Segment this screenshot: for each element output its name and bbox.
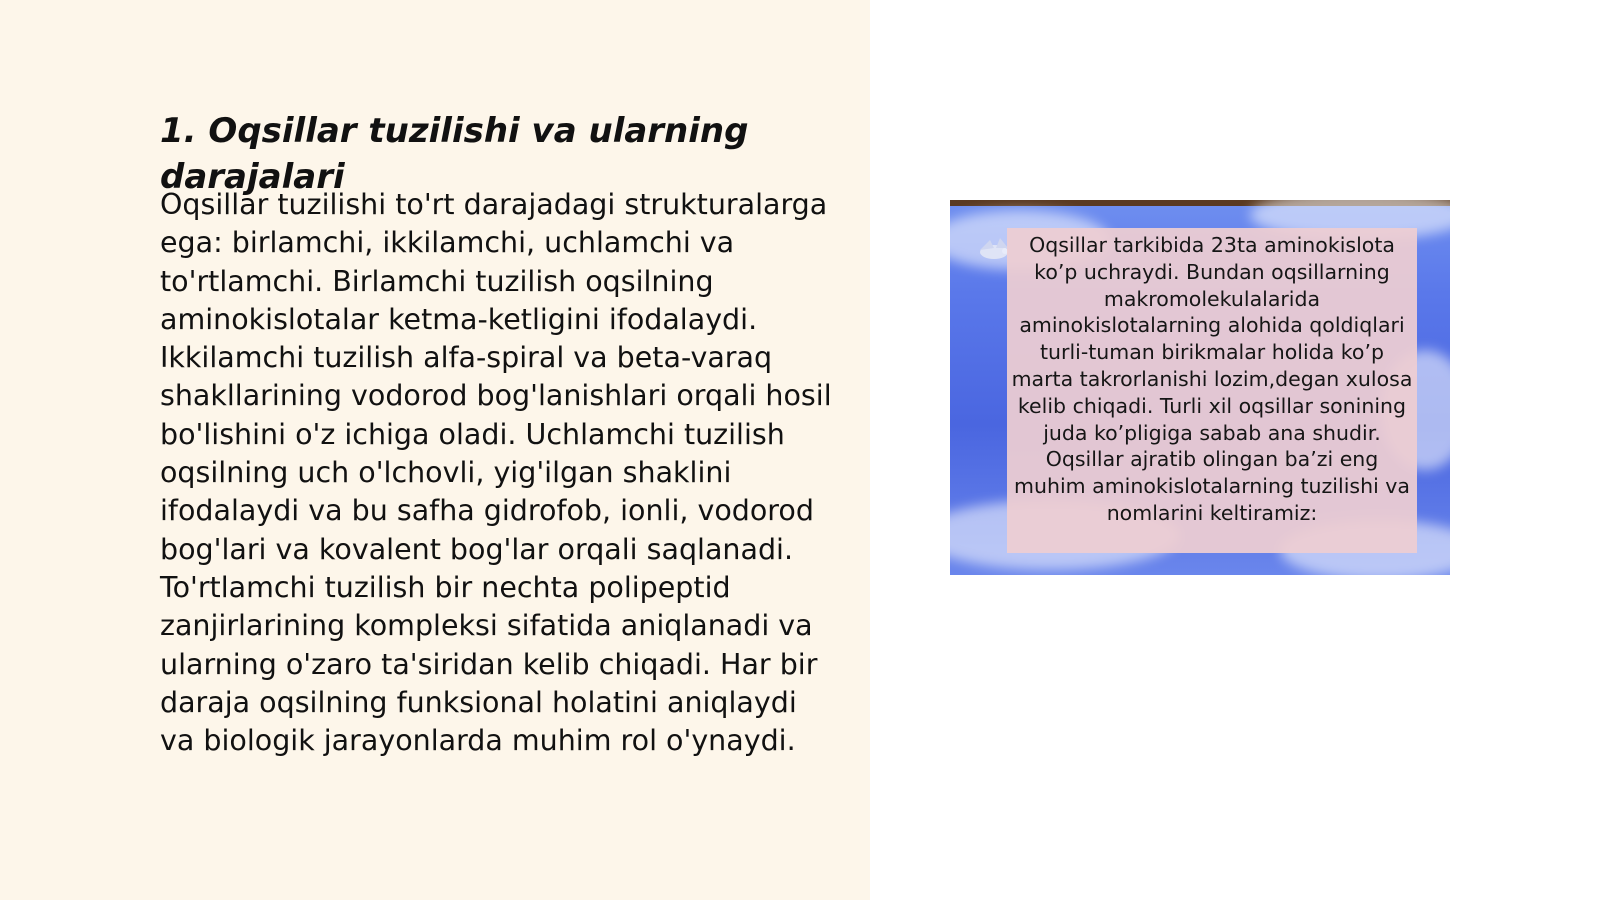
sky-picture xyxy=(950,200,1450,575)
info-card xyxy=(1007,228,1417,553)
slide-body-text: Oqsillar tuzilishi to'rt darajadagi strukturalarga ega: birlamchi, ikkilamchi, uchlamchi va to'rtlamchi. Birlamchi tuzilish oqsilning aminokislotalar ketma-ketligini ifodalaydi. Ikkilamchi tuzilish alfa-spiral va beta-varaq shakllarining vodorod bog'lanishlari orqali hosil bo'lishini o'z ichiga oladi. Uchlamchi tuzilish oqsilning uch o'lchovli, yig'ilgan shaklini ifodalaydi va bu safha gidrofob, ionli, vodorod bog'lari va kovalent bog'lar orqali saqlanadi. To'rtlamchi tuzilish bir nechta polipeptid zanjirlarining kompleksi sifatida aniqlanadi va ularning o'zaro ta'siridan kelib chiqadi. Har bir daraja oqsilning funksional holatini aniqlaydi va biologik jarayonlarda muhim rol o'ynaydi. xyxy=(160,188,832,758)
info-card-text: Oqsillar tarkibida 23ta aminokislota ko’p uchraydi. Bundan oqsillarning makromolekulalarida aminokislotalarning alohida qoldiqlari turli-tuman birikmalar holida ko’p marta takrorlanishi lozim,degan xulosa kelib chiqadi. Turli xil oqsillar sonining juda ko’pligiga sabab ana shudir. Oqsillar ajratib olingan ba’zi eng muhim aminokislotalarning tuzilishi va nomlarini keltiramiz: xyxy=(1011,233,1413,525)
slide-title: 1. Oqsillar tuzilishi va ularning darajalari xyxy=(160,111,749,197)
